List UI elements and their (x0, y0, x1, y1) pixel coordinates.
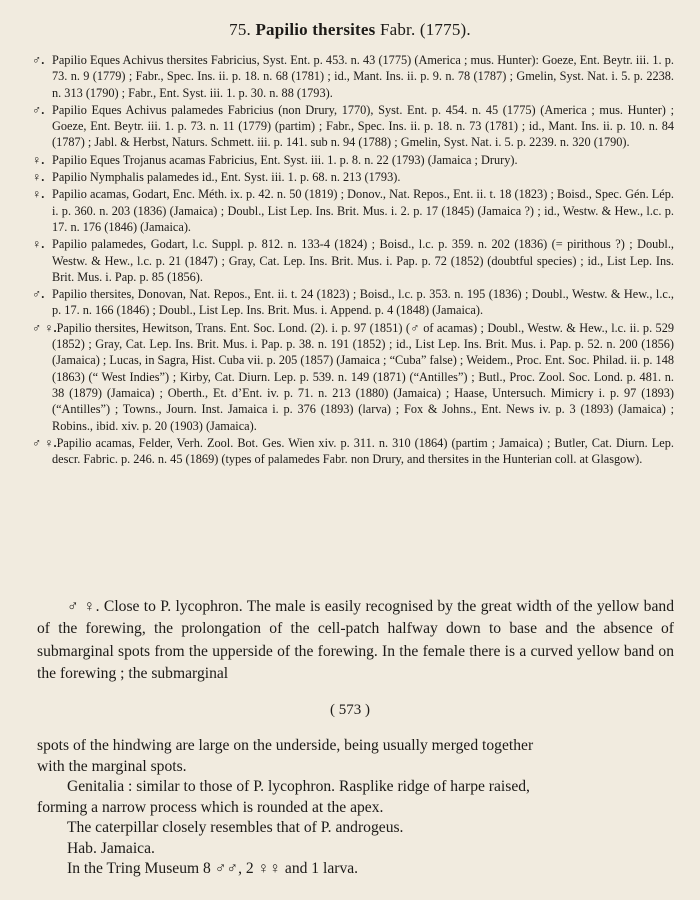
synonymy-text: Papilio thersites, Hewitson, Trans. Ent. Soc. Lond. (2). i. p. 97 (1851) (♂ of acamas) ; Doubl., Westw. & Hew., l.c. ii. p. 529 (1852) ; Gray, Cat. Lep. Ins. Brit. Mus. i. Pap. p. 38. n. 191 (1852) ; id., List Lep. Ins. Brit. Mus. i. Pap. p. 52. n. 200 (1856) (Jamaica) ; Lucas, in Sagra, Hist. Cuba vii. p. 205 (1857) (Jamaica ; “Cuba” false) ; Weidem., Proc. Ent. Soc. Philad. ii. p. 148 (1863) (“ West Indies”) ; Kirby, Cat. Diurn. Lep. p. 539. n. 149 (1871) (“Antilles”) ; Butl., Proc. Zool. Soc. Lond. p. 481. n. 38 (1879) (Jamaica) ; Oberth., Et. d’Ent. iv. p. 71. n. 213 (1880) (Jamaica) ; Haase, Untersuch. Mimicry i. p. 97 (1893) (“Antilles”) ; Towns., Journ. Inst. Jamaica i. p. 376 (1893) (larva) ; Fox & Johns., Ent. News iv. p. 3 (1893) (Jamaica) ; Robins., ibid. xiv. p. 20 (1903) (Jamaica). (52, 320, 674, 433)
sex-symbol: ♀. (32, 237, 45, 252)
sex-symbol: ♀. (32, 152, 45, 167)
synonymy-text: Papilio Eques Achivus thersites Fabricius, Syst. Ent. p. 453. n. 43 (1775) (America ; mus. Hunter): Goeze, Ent. Beytr. iii. 1. p. 73. n. 9 (1779) ; Fabr., Spec. Ins. ii. p. 18. n. 68 (1781) ; id., Mant. Ins. ii. p. 9. n. 78 (1787) ; Gmelin, Syst. Nat. i. 5. p. 2238. n. 313 (1790) ; Fabr., Ent. Syst. iii. 1. p. 30. n. 88 (1793). (52, 53, 674, 100)
synonymy-text: Papilio acamas, Felder, Verh. Zool. Bot. Ges. Wien xiv. p. 311. n. 310 (1864) (partim ; Jamaica) ; Butler, Cat. Diurn. Lep. descr. Fabric. p. 246. n. 45 (1869) (types of palamedes Fabr. non Drury, and thersites in the Hunterian coll. at Glasgow). (52, 435, 674, 467)
synonymy-entry (32, 152, 674, 168)
page-number: ( 573 ) (330, 702, 370, 718)
sex-symbol: ♂ ♀. (32, 320, 57, 335)
genitalia-line: Genitalia : similar to those of P. lycophron. Rasplike ridge of harpe raised, (67, 778, 530, 795)
synonymy-text: Papilio acamas, Godart, Enc. Méth. ix. p. 42. n. 50 (1819) ; Donov., Nat. Repos., Ent. ii. t. 18 (1823) ; Boisd., Spec. Gén. Lép. i. p. 360. n. 203 (1836) (Jamaica) ; Doubl., List Lep. Ins. Brit. Mus. i. 2. p. 17 (1845) (Jamaica ?) ; id., Westw. & Hew., l.c. p. 17. n. 176 (1846) (Jamaica). (52, 187, 674, 234)
synonymy-entry (32, 102, 674, 151)
continuation-block (37, 736, 674, 880)
sex-symbol: ♂. (32, 287, 45, 302)
synonymy-text: Papilio thersites, Donovan, Nat. Repos., Ent. ii. t. 24 (1823) ; Boisd., l.c. p. 353. n. 195 (1836) ; Doubl., Westw. & Hew., l.c., p. 17. n. 166 (1846) ; Doubl., List Lep. Ins. Brit. Mus. i. Append. p. 4 (1848) (Jamaica). (52, 287, 674, 318)
sex-symbol: ♀. (32, 187, 45, 202)
species-number: 75. (229, 20, 251, 39)
continuation-line: with the marginal spots. (37, 757, 187, 775)
species-author: Fabr. (1775). (379, 20, 471, 39)
synonymy-entry (32, 52, 674, 101)
museum-note: In the Tring Museum 8 ♂♂, 2 ♀♀ and 1 larva. (67, 860, 359, 877)
species-heading (0, 20, 700, 40)
synonymy-text: Papilio Eques Achivus palamedes Fabricius (non Drury, 1770), Syst. Ent. p. 454. n. 45 (1775) (America ; mus. Hunter) ; Goeze, Ent. Beytr. iii. 1. p. 73. n. 11 (1779) (partim) ; Fabr., Spec. Ins. ii. p. 18. n. 73 (1781) ; id., Mant. Ins. ii. p. 10. n. 84 (1787) ; Jabl. & Herbst, Naturs. Schmett. iii. p. 141. sub n. 94 (1788) ; Gmelin, Syst. Nat. i. 5. p. 2239. n. 320 (1790). (52, 102, 674, 150)
sex-symbol: ♂. (32, 53, 45, 67)
synonymy-entry (32, 236, 674, 285)
description-block (37, 596, 674, 686)
genitalia-line: forming a narrow process which is rounded at the apex. (37, 798, 384, 816)
synonymy-text: Papilio palamedes, Godart, l.c. Suppl. p. 812. n. 133-4 (1824) ; Boisd., l.c. p. 359. n. 202 (1836) (= pirithous ?) ; Doubl., Westw. & Hew., l.c. p. 21 (1847) ; Gray, Cat. Lep. Ins. Brit. Mus. i. Pap. p. 72 (1852) (doubtful species) ; id., List Lep. Ins. Brit. Mus. i. Pap. p. 85 (1856). (52, 237, 674, 284)
species-name: Papilio thersites (255, 20, 376, 39)
caterpillar-note: The caterpillar closely resembles that of P. androgeus. (67, 819, 404, 836)
sex-symbol: ♀. (32, 170, 45, 185)
sex-symbol: ♂ ♀. (32, 435, 57, 450)
continuation-line: spots of the hindwing are large on the underside, being usually merged together (37, 737, 534, 754)
sex-symbol: ♂. (32, 102, 45, 117)
synonymy-text: Papilio Nymphalis palamedes id., Ent. Syst. iii. 1. p. 68. n. 213 (1793). (52, 170, 401, 185)
synonymy-text: Papilio Eques Trojanus acamas Fabricius, Ent. Syst. iii. 1. p. 8. n. 22 (1793) (Jamaica ; Drury). (52, 152, 518, 167)
synonymy-list (32, 52, 674, 468)
habitat-note: Hab. Jamaica. (67, 839, 155, 857)
synonymy-entry (32, 320, 674, 434)
synonymy-entry (32, 186, 674, 235)
synonymy-entry (32, 169, 674, 185)
synonymy-entry (32, 286, 674, 319)
description-paragraph: ♂ ♀. Close to P. lycophron. The male is easily recognised by the great width of the yellow band of the forewing, the prolongation of the cell-patch halfway down to base and the absence of submarginal spots from the upperside of the forewing. In the female there is a curved yellow band on the forewing ; the submarginal (37, 598, 674, 683)
synonymy-entry (32, 435, 674, 468)
